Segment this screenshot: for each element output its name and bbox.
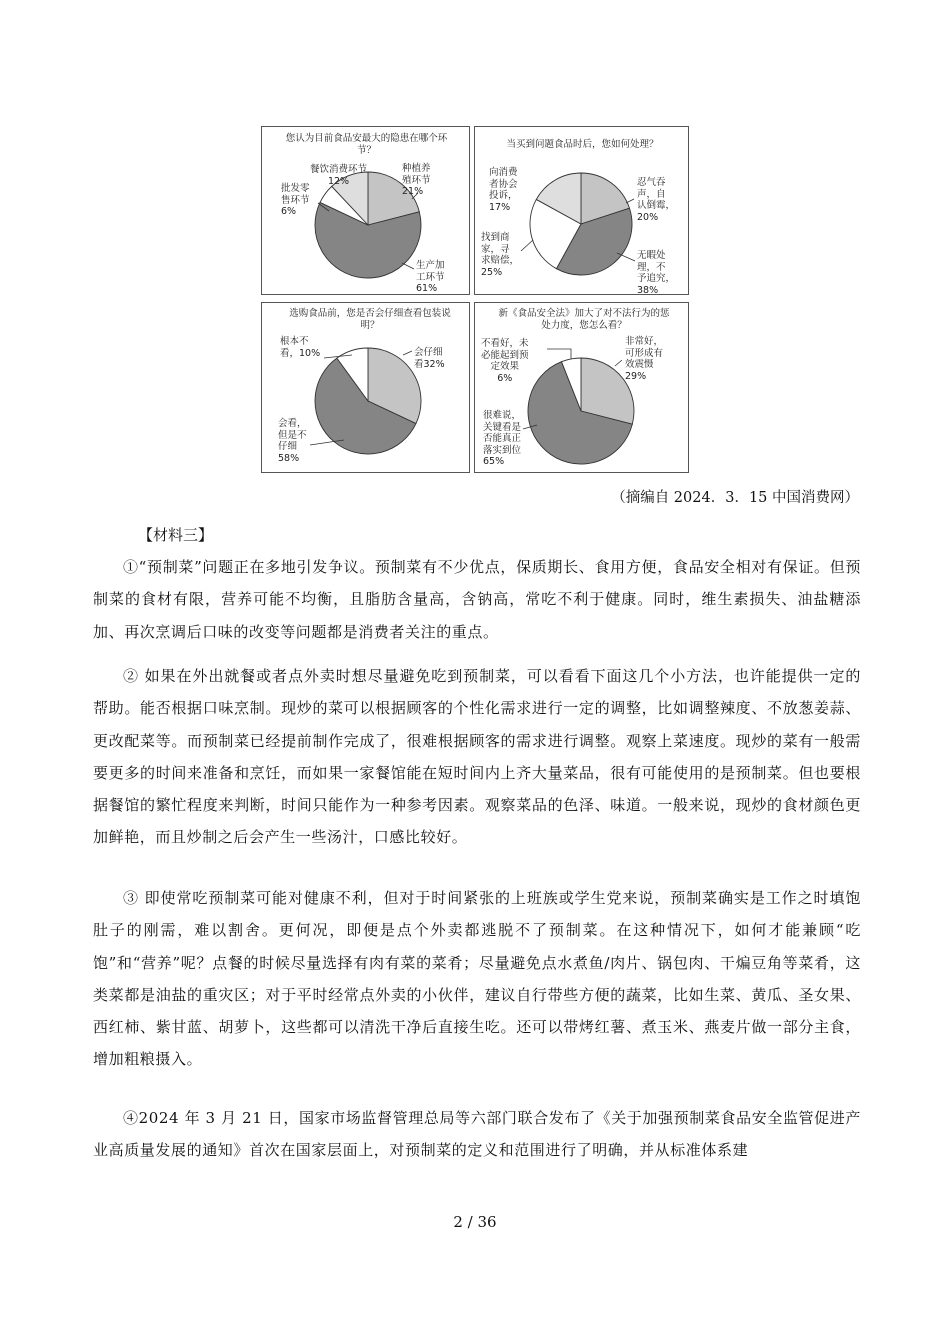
chart-title: 当买到问题食品时后，您如何处理？ [506,139,659,150]
chart-title: 您认为目前食品安最大的隐患在哪个环节？ [285,133,448,156]
chart-title: 新《食品安全法》加大了对不法行为的惩处力度，您怎么看？ [498,308,670,331]
chart-title: 选购食品前，您是否会仔细查看包装说明？ [289,308,451,331]
slice-label: 非常好， 可形成有 效震慑 29% [625,336,664,382]
paragraph-2: ② 如果在外出就餐或者点外卖时想尽量避免吃到预制菜，可以看看下面这几个小方法，也许能提供一定的帮助。能否根据口味烹制。现炒的菜可以根据顾客的个性化需求进行一定的调整，比如调整辣度、不放葱姜蒜、更改配菜等。而预制菜已经提前制作完成了，很难根据顾客的需求进行调整。观察上菜速度。现炒的菜有一般需要更多的时间来准备和烹饪，而如果一家餐馆能在短时间内上齐大量菜品，很有可能使用的是预制菜。但也要根据餐馆的繁忙程度来判断，时间只能作为一种参考因素。观察菜品的色泽、味道。一般来说，现炒的食材颜色更加鲜艳，而且炒制之后会产生一些汤汁，口感比较好。 [93,667,861,847]
slice-label: 很难说， 关键看是 否能真正 落实到位 65% [483,410,522,467]
paragraph-3: ③ 即使常吃预制菜可能对健康不利，但对于时间紧张的上班族或学生党来说，预制菜确实是工作之时填饱肚子的刚需，难以割舍。更何况，即便是点个外卖都逃脱不了预制菜。在这种情况下，如何才能兼顾“吃饱”和“营养”呢？点餐的时候尽量选择有肉有菜的菜肴；尽量避免点水煮鱼/肉片、锅包肉、干煸豆角等菜肴，这类菜都是油盐的重灾区；对于平时经常点外卖的小伙伴，建议自行带些方便的蔬菜，比如生菜、黄瓜、圣女果、西红柿、紫甘蓝、胡萝卜，这些都可以清洗干净后直接生吃。还可以带烤红薯、煮玉米、燕麦片做一部分主食，增加粗粮摄入。 [93,889,861,1069]
chart-panel-hazard [261,126,470,295]
slice-label: 生产加 工环节 61% [416,260,445,294]
chart-panel-law-opinion [474,302,689,473]
chart-panel-label-reading [261,302,470,473]
slice-label: 会仔细 看32% [414,347,445,370]
slice-label: 忍气吞 声，自 认倒霉， 20% [637,177,676,223]
section-heading: 【材料三】 [138,526,214,544]
slice-label: 找到商 家，寻 求赔偿， 25% [481,232,520,278]
page-number: 2 / 36 [453,1213,497,1231]
source-citation: （摘编自 2024．3．15 中国消费网） [611,490,859,506]
slice-label: 无暇处 理，不 予追究， 38% [637,250,676,296]
slice-label: 种植养 殖环节 21% [402,163,431,197]
slice-label: 会看， 但是不 仔细 58% [278,418,307,464]
slice-label: 不看好，未 必能起到预 定效果 6% [481,338,529,384]
paragraph-1: ①“预制菜”问题正在多地引发争议。预制菜有不少优点，保质期长、食用方便，食品安全相对有保证。但预制菜的食材有限，营养可能不均衡，且脂肪含量高，含钠高，常吃不利于健康。同时，维生素损失、油盐糖添加、再次烹调后口味的改变等问题都是消费者关注的重点。 [93,558,861,641]
slice-label: 向消费 者协会 投诉， 17% [489,167,518,213]
paragraph-4: ④2024 年 3 月 21 日，国家市场监督管理总局等六部门联合发布了《关于加强预制菜食品安全监管促进产业高质量发展的通知》首次在国家层面上，对预制菜的定义和范围进行了明确，并从标准体系建 [93,1109,861,1160]
slice-label: 根本不 看，10% [280,336,321,359]
chart-panel-handling [474,126,689,295]
slice-label: 批发零 售环节 6% [281,183,310,217]
slice-label: 餐饮消费环节 12% [310,164,368,187]
survey-charts [261,126,689,473]
